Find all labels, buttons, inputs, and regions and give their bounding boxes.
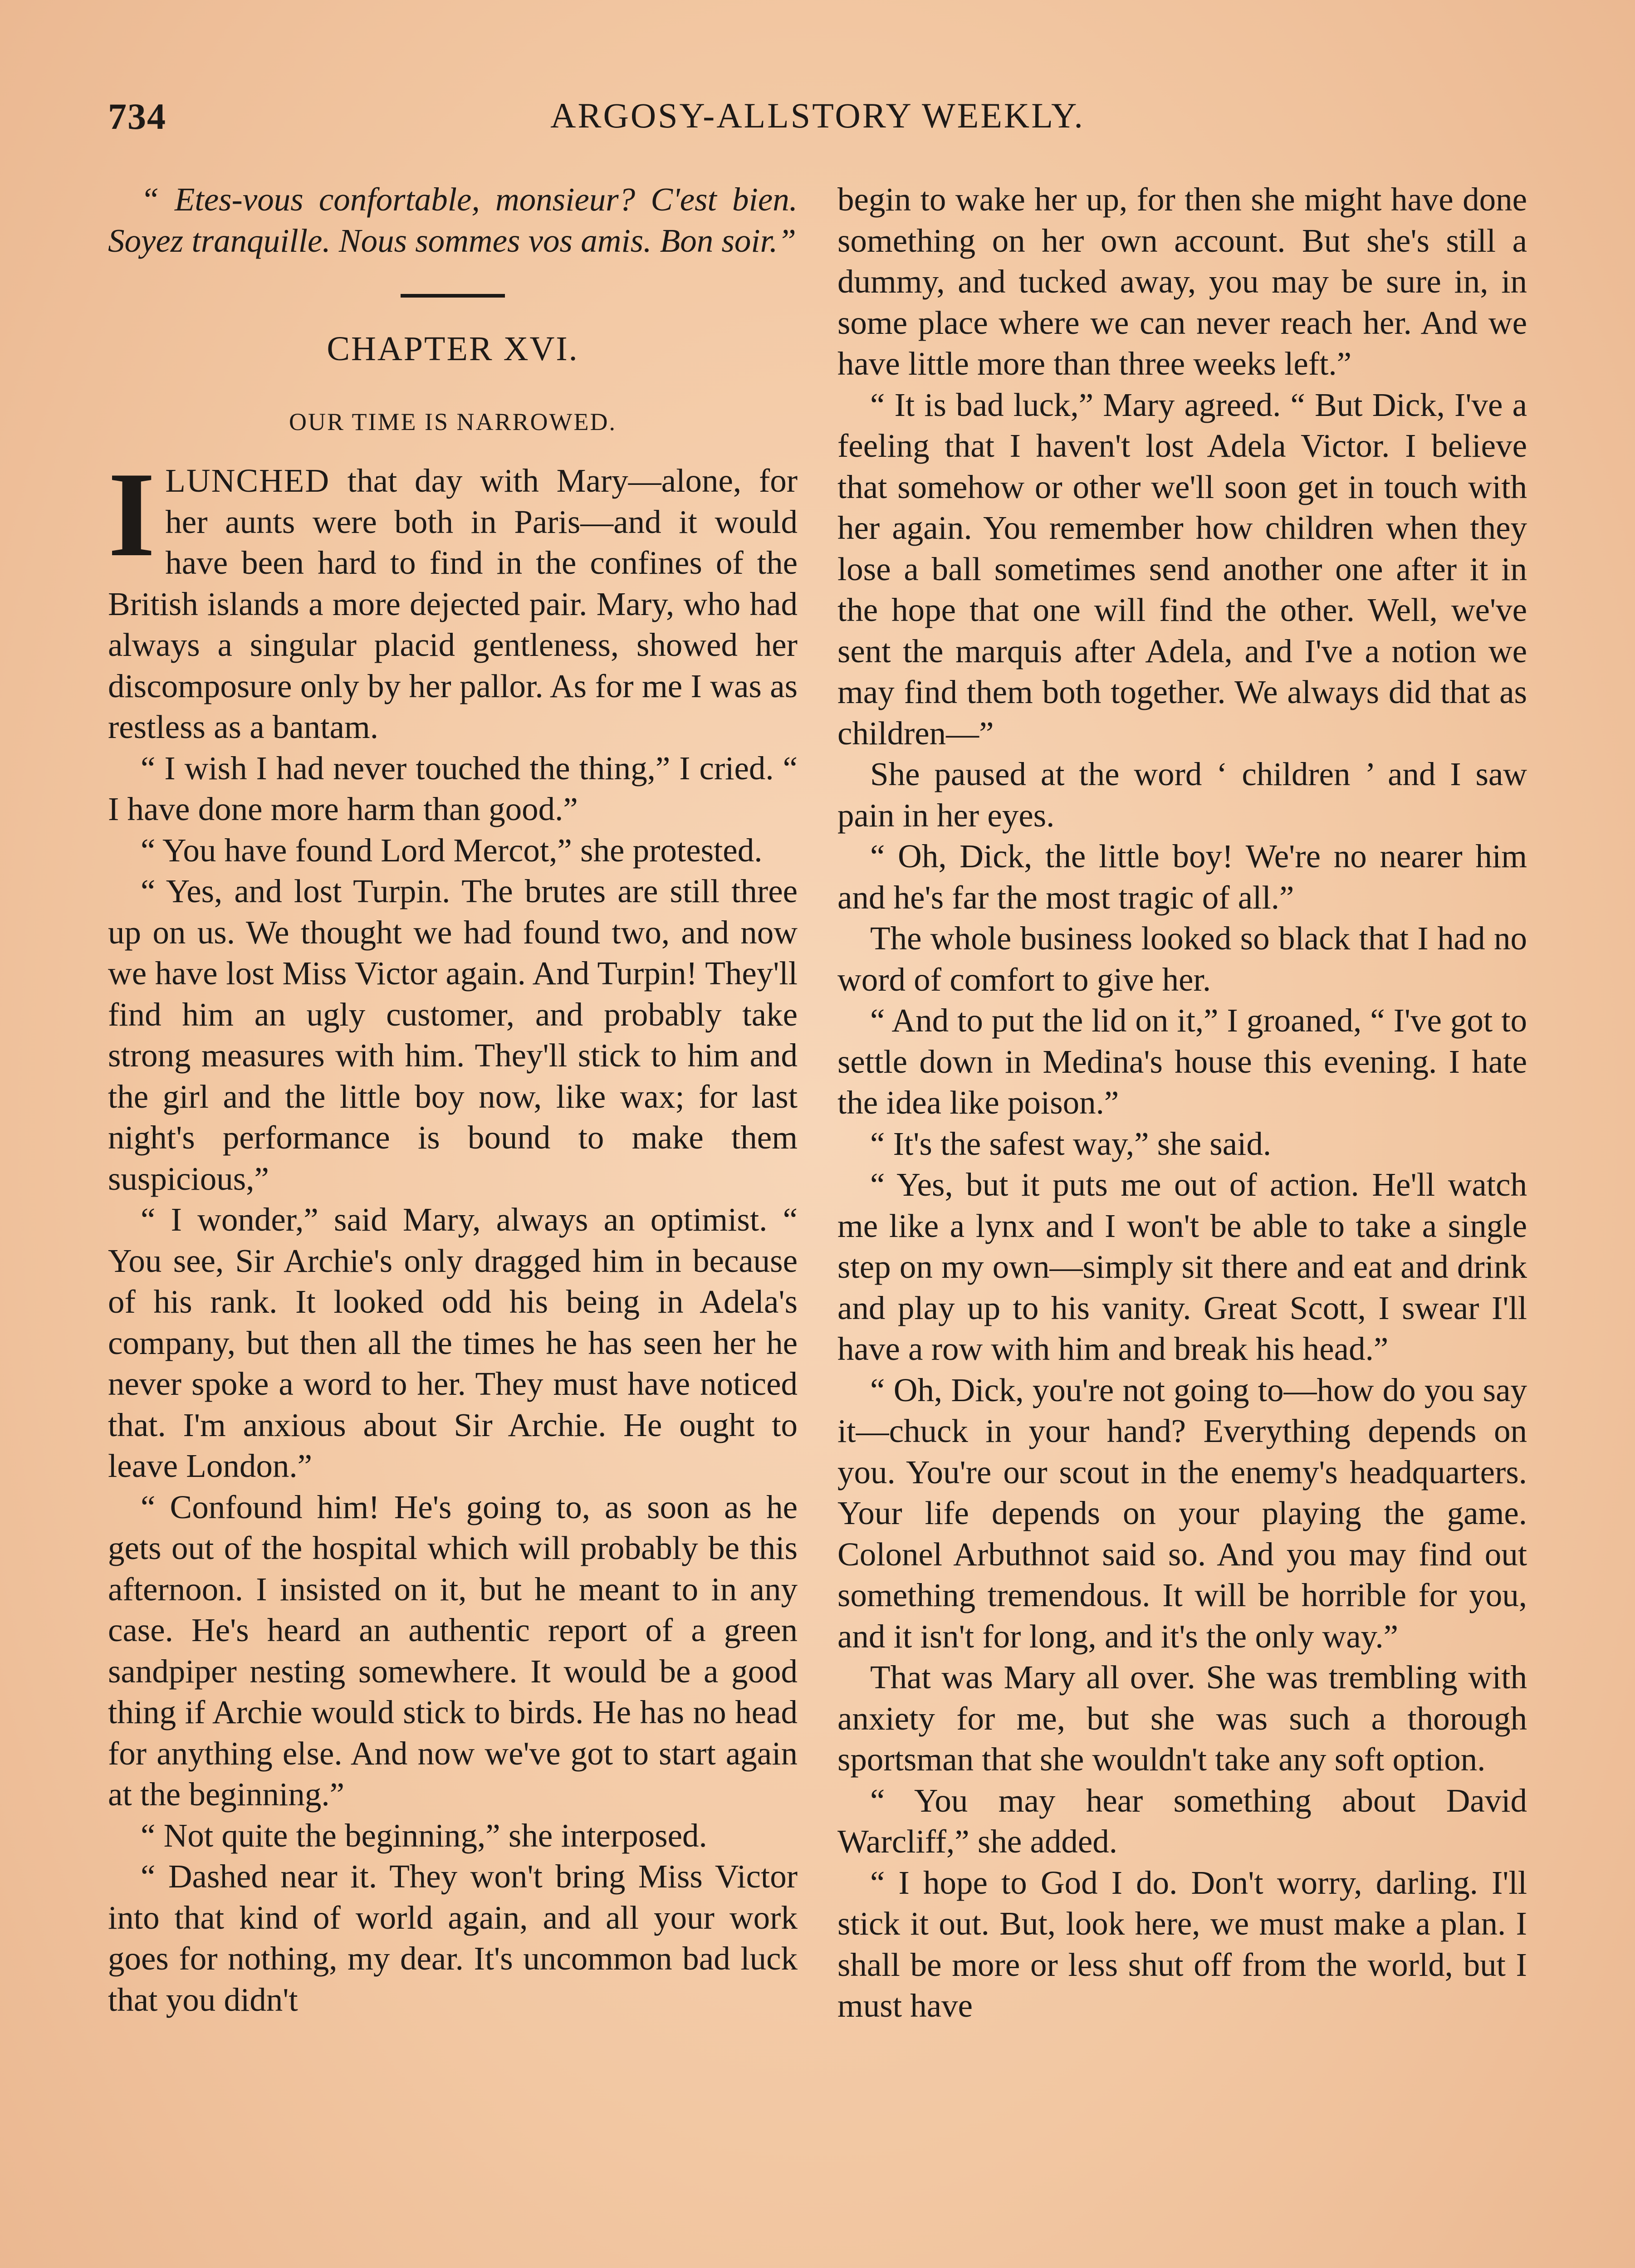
paragraph: “ I hope to God I do. Don't worry, darling. I'll stick it out. But, look here, we must make a plan. I shall be more or less shut off from the world, but I must have [837, 1864, 1527, 2024]
paragraph: The whole business looked so black that I had no word of comfort to give her. [837, 920, 1527, 998]
paragraph: “ And to put the lid on it,” I groaned, “ I've got to settle down in Medina's house this evening. I hate the idea like poison.” [837, 1002, 1527, 1121]
paragraph: “ Oh, Dick, you're not going to—how do you say it—chuck in your hand? Everything depends on you. You're our scout in the enemy's headquarters. Your life depends on your playing the game. Colonel Arbuthnot said so. And you may find out something tremendous. It will be horrible for you, and it isn't for long, and it's the only way.” [837, 1371, 1527, 1655]
paragraph: “ Not quite the beginning,” she interposed. [141, 1817, 707, 1854]
paragraph: “ Yes, and lost Turpin. The brutes are still three up on us. We thought we had found two, and now we have lost Miss Victor again. And Turpin! They'll find him an ugly customer, and probably take strong measures with him. They'll stick to him and the girl and the little boy now, like wax; for last night's performance is bound to make them suspicious,” [108, 873, 798, 1197]
page-number: 734 [108, 96, 166, 137]
paragraph: “ Oh, Dick, the little boy! We're no nearer him and he's far the most tragic of all.” [837, 838, 1527, 916]
paragraph: “ I wish I had never touched the thing,” I cried. “ I have done more harm than good.” [108, 749, 798, 827]
paragraph: “ It is bad luck,” Mary agreed. “ But Dick, I've a feeling that I haven't lost Adela Victor. I believe that somehow or other we'll soon get in touch with her again. You remember how children when they lose a ball sometimes send another one after it in the hope that one will find the other. Well, we've sent the marquis after Adela, and I've a notion we may find them both together. We always did that as children—” [837, 386, 1527, 752]
right-column [837, 179, 1527, 2027]
paragraph: “ I wonder,” said Mary, always an optimist. “ You see, Sir Archie's only dragged him in because of his rank. It looked odd his being in Adela's company, but then all the times he has seen her he never spoke a word to her. They must have noticed that. I'm anxious about Sir Archie. He ought to leave London.” [108, 1201, 798, 1484]
running-head: ARGOSY-ALLSTORY WEEKLY. [550, 96, 1085, 135]
paragraph: “ Dashed near it. They won't bring Miss Victor into that kind of world again, and all your work goes for nothing, my dear. It's uncommon bad luck that you didn't [108, 1858, 798, 2018]
first-paragraph-text: that day with Mary—alone, for her aunts were both in Paris—and it would have been hard to find in the confines of the British islands a more dejected pair. Mary, who had always a singular placid gentleness, showed her discomposure only by her pallor. As for me I was as restless as a bantam. [108, 462, 798, 745]
chapter-rule [401, 294, 505, 298]
paragraph: “ Yes, but it puts me out of action. He'll watch me like a lynx and I won't be able to take a single step on my own—simply sit there and eat and drink and play up to his vanity. Great Scott, I swear I'll have a row with him and break his head.” [837, 1166, 1527, 1367]
lead-caps: LUNCHED [165, 462, 330, 499]
continuation-paragraph: begin to wake her up, for then she might have done something on her own account. But she's still a dummy, and tucked away, you may be sure in, in some place where we can never reach her. And we have little more than three weeks left.” [837, 181, 1527, 382]
paragraph: She paused at the word ‘ children ’ and I saw pain in her eyes. [837, 756, 1527, 834]
page-header [108, 95, 1527, 145]
paragraph: “ It's the safest way,” she said. [870, 1125, 1272, 1162]
opening-quote: “ Etes-vous confortable, monsieur? C'est bien. Soyez tranquille. Nous sommes vos amis. Bon soir.” [108, 181, 798, 259]
paragraph: That was Mary all over. She was trembling with anxiety for me, but she was such a thorough sportsman that she wouldn't take any soft option. [837, 1659, 1527, 1778]
paragraph: “ You may hear something about David Warcliff,” she added. [837, 1782, 1527, 1860]
paragraph: “ Confound him! He's going to, as soon as he gets out of the hospital which will probably be this afternoon. I insisted on it, but he meant to in any case. He's heard an authentic report of a green sandpiper nesting somewhere. It would be a good thing if Archie would stick to birds. He has no head for anything else. And now we've got to start again at the beginning.” [108, 1488, 798, 1813]
first-paragraph [108, 447, 798, 748]
chapter-subtitle: OUR TIME IS NARROWED. [289, 408, 617, 435]
paragraph: “ You have found Lord Mercot,” she protested. [141, 831, 763, 869]
chapter-title: CHAPTER XVI. [327, 330, 579, 368]
left-column [108, 179, 798, 2020]
drop-cap: I [108, 447, 156, 582]
